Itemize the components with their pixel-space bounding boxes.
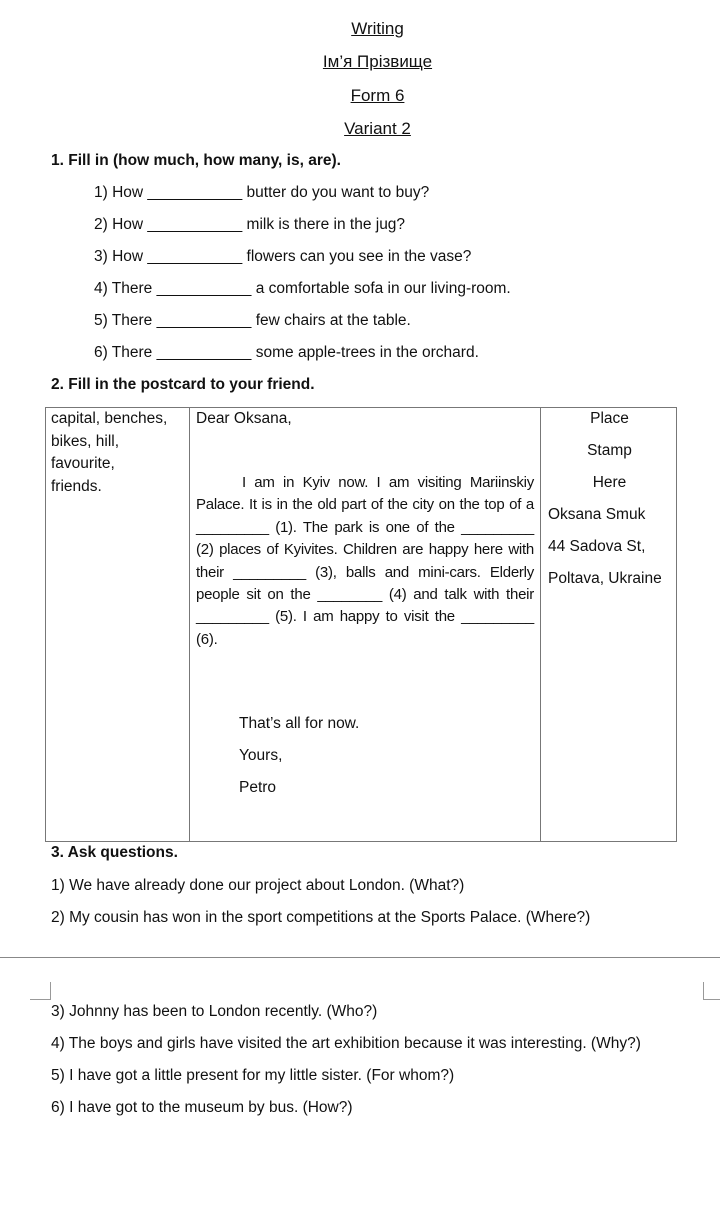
address-name: Oksana Smuk [548, 506, 646, 523]
task3-item: 4) The boys and girls have visited the art exhibition because it was interesting. (Why?) [51, 1035, 641, 1052]
word-bank [51, 408, 167, 498]
signature: Petro [239, 779, 277, 796]
column-divider [189, 408, 190, 841]
form-label: Form 6 [350, 86, 405, 105]
closing-line: That’s all for now. [239, 715, 360, 732]
variant-label: Variant 2 [344, 119, 411, 138]
postcard-paragraph: I am in Kyiv now. I am visiting Mariinskiy Palace. It is in the old part of the city on the top of a _________ (1). The park is one of the _________ (2) places of Kyivites. Children are happy here with their _________ (3), balls and mini-cars. Elderly people sit on the ________ (4) and talk with their _________ (5). I am happy to visit the _________ (6). [196, 474, 534, 648]
task1-item: 2) How ___________ milk is there in the jug? [94, 216, 406, 233]
word-bank-line: friends. [51, 477, 102, 495]
word-bank-line: capital, benches, [51, 410, 168, 427]
task3-item: 1) We have already done our project about London. (What?) [51, 877, 465, 894]
task2-heading: 2. Fill in the postcard to your friend. [51, 376, 315, 393]
margin-corner-mark [703, 982, 720, 1000]
task1-item: 4) There ___________ a comfortable sofa in our living-room. [94, 280, 511, 297]
student-name: Ім’я Прізвище [322, 52, 433, 71]
task1-item: 6) There ___________ some apple-trees in the orchard. [94, 344, 479, 361]
stamp-stamp: Stamp [587, 442, 632, 459]
address-city: Poltava, Ukraine [548, 570, 662, 587]
address-street: 44 Sadova St, [548, 538, 646, 555]
task3-heading: 3. Ask questions. [51, 844, 178, 861]
task1-item: 1) How ___________ butter do you want to buy? [94, 184, 430, 201]
task3-item: 3) Johnny has been to London recently. (Who?) [51, 1003, 378, 1020]
closing-yours: Yours, [239, 747, 283, 764]
word-bank-line: bikes, hill, [51, 432, 120, 450]
greeting: Dear Oksana, [196, 410, 292, 427]
page-break [0, 957, 720, 958]
task3-item: 6) I have got to the museum by bus. (How?) [51, 1099, 353, 1116]
postcard-table [45, 407, 677, 842]
task1-heading: 1. Fill in (how much, how many, is, are). [51, 152, 341, 169]
stamp-here: Here [592, 474, 627, 491]
task3-item: 5) I have got a little present for my little sister. (For whom?) [51, 1067, 455, 1084]
task1-item: 3) How ___________ flowers can you see in the vase? [94, 248, 472, 265]
task3-item: 2) My cousin has won in the sport competitions at the Sports Palace. (Where?) [51, 909, 591, 926]
doc-title: Writing [351, 19, 404, 38]
margin-corner-mark [30, 982, 51, 1000]
stamp-place: Place [590, 410, 629, 427]
word-bank-line: favourite, [51, 455, 115, 472]
task1-item: 5) There ___________ few chairs at the table. [94, 312, 411, 329]
